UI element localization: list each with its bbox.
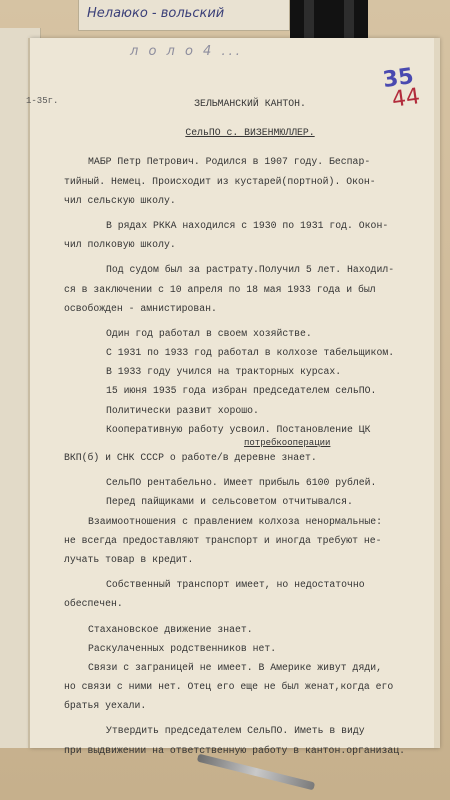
text-line: Кооперативную работу усвоил. Постановление ЦК: [106, 423, 371, 435]
text-line: Стахановское движение знает.: [88, 623, 253, 635]
text-line: Политически развит хорошо.: [106, 404, 259, 416]
text-line: Под судом был за растрату.Получил 5 лет. Находил-: [106, 264, 395, 276]
typed-text: [64, 94, 436, 760]
reference-number: 1-35г.: [26, 96, 59, 106]
insert-line: потребкооперации: [244, 438, 331, 448]
text-line: но связи с ними нет. Отец его еще не был женат,когда его: [64, 681, 394, 693]
text-line: тийный. Немец. Происходит из кустарей(портной). Окон-: [64, 175, 376, 187]
text-line: Взаимоотношения с правлением колхоза ненормальные:: [88, 515, 382, 527]
text-line: 15 июня 1935 года избран председателем сельПО.: [106, 385, 377, 397]
text-line: Раскулаченных родственников нет.: [88, 642, 277, 654]
document-page: [26, 38, 440, 756]
faint-handwriting: л о л о 4 ...: [130, 44, 243, 59]
text-line: Собственный транспорт имеет, но недостаточно: [106, 579, 365, 591]
village-heading: СельПО с. ВИЗЕНМЮЛЛЕР.: [185, 127, 315, 139]
folder-tab: [78, 0, 290, 31]
text-line: не всегда предоставляют транспорт и иногда требуют не-: [64, 534, 382, 546]
page-number-red: 44: [390, 84, 422, 113]
text-line: Перед пайщиками и сельсоветом отчитывался.: [106, 496, 353, 508]
text-line: В рядах РККА находился с 1930 по 1931 год. Окон-: [106, 219, 389, 231]
text-line: В 1933 году учился на тракторных курсах.: [106, 366, 342, 378]
text-line: обеспечен.: [64, 598, 123, 610]
text-line: освобожден - амнистирован.: [64, 302, 217, 314]
text-line: чил сельскую школу.: [64, 194, 176, 206]
text-line: С 1931 по 1933 год работал в колхозе табельщиком.: [106, 347, 395, 359]
folder-tab-label: Нелаюко - вольский: [87, 6, 225, 21]
text-line: братья уехали.: [64, 700, 147, 712]
text-line: при выдвижении на ответственную работу в кантон.организац.: [64, 744, 405, 756]
text-line: МАБР Петр Петрович. Родился в 1907 году. Беспар-: [88, 156, 371, 168]
page-number-blue: 35: [381, 63, 416, 94]
canton-heading: ЗЕЛЬМАНСКИЙ КАНТОН.: [194, 98, 306, 109]
text-line: ся в заключении с 10 апреля по 18 мая 1933 года и был: [64, 283, 376, 295]
text-line: лучать товар в кредит.: [64, 553, 194, 565]
text-line: СельПО рентабельно. Имеет прибыль 6100 рублей.: [106, 477, 377, 489]
text-line: Утвердить председателем СельПО. Иметь в виду: [106, 725, 365, 737]
text-line: чил полковую школу.: [64, 239, 176, 251]
text-line: ВКП(б) и СНК СССР о работе/в деревне знает.: [64, 452, 317, 463]
text-line: Один год работал в своем хозяйстве.: [106, 327, 312, 339]
text-line: Связи с заграницей не имеет. В Америке живут дяди,: [88, 661, 382, 673]
